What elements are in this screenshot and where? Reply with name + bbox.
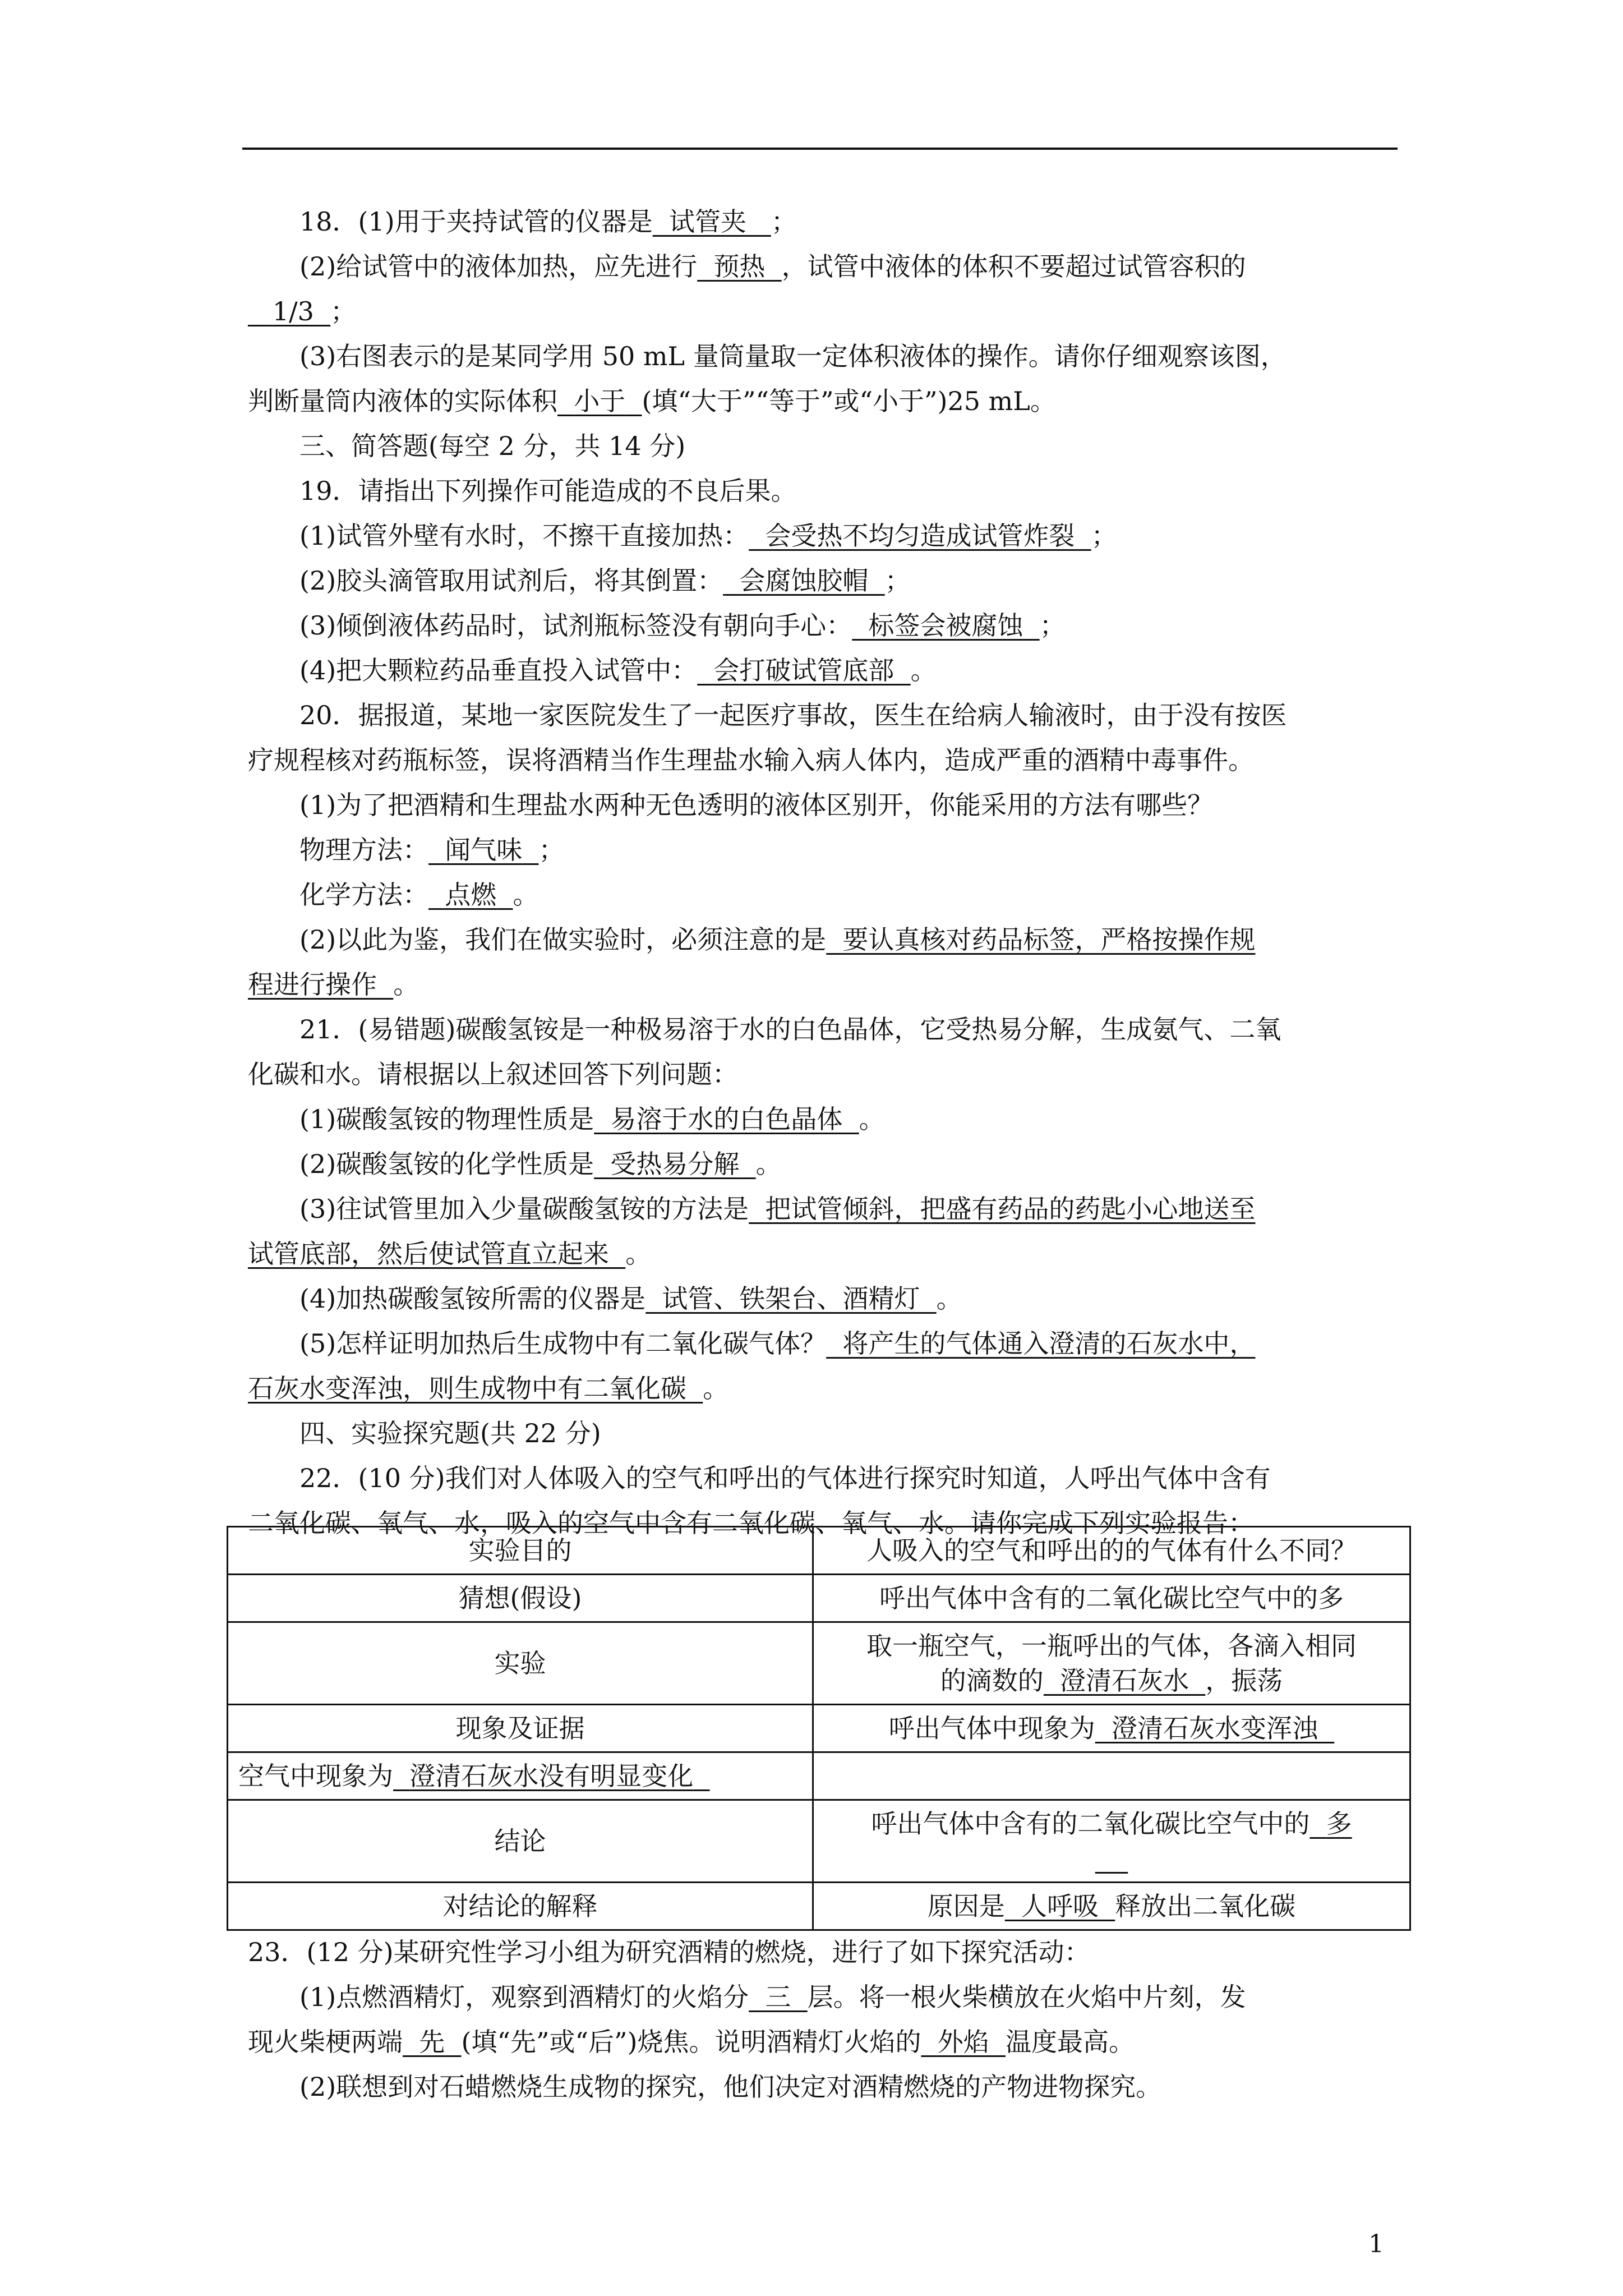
q23-line4: (2)联想到对石蜡燃烧生成物的探究，他们决定对酒精燃烧的产物进物探究。 <box>299 2072 1162 2102</box>
answer-blank: 点燃 <box>445 880 497 910</box>
q20-line1: 20．据报道，某地一家医院发生了一起医疗事故，医生在给病人输液时，由于没有按医 <box>299 700 1287 730</box>
table-row <box>228 1752 1410 1800</box>
table-cell: 空气中现象为 澄清石灰水没有明显变化 <box>228 1752 813 1800</box>
q19-item2: (2)胶头滴管取用试剂后，将其倒置： 会腐蚀胶帽 ； <box>299 565 911 596</box>
table-row <box>228 1622 1410 1705</box>
answer-blank: 小于 <box>574 386 626 416</box>
table-cell <box>813 1752 1410 1800</box>
q22-line1: 22．(10 分)我们对人体吸入的空气和呼出的气体进行探究时知道，人呼出气体中含有 <box>299 1463 1271 1493</box>
q18-line3: 1/3 ； <box>248 289 1396 334</box>
q20-line3: (1)为了把酒精和生理盐水两种无色透明的液体区别开，你能采用的方法有哪些？ <box>299 790 1214 820</box>
q21-item5-cont: 石灰水变浑浊，则生成物中有二氧化碳 。 <box>248 1373 729 1404</box>
q18-line2: (2)给试管中的液体加热，应先进行 预热 ，试管中液体的体积不要超过试管容积的 <box>299 251 1246 282</box>
answer-blank: 会打破试管底部 <box>713 655 895 685</box>
table-row <box>228 1883 1410 1930</box>
answer-blank: 易溶于水的白色晶体 <box>610 1104 843 1134</box>
q19-item3: (3)倾倒液体药品时，试剂瓶标签没有朝向手心： 标签会被腐蚀 ； <box>299 610 1066 641</box>
answer-blank: 标签会被腐蚀 <box>868 610 1023 641</box>
q21-line1: 21．(易错题)碳酸氢铵是一种极易溶于水的白色晶体，它受热易分解，生成氨气、二氧 <box>299 1014 1281 1045</box>
header-rule <box>242 148 1398 150</box>
answer-blank: 要认真核对药品标签，严格按操作规 <box>842 924 1256 955</box>
experiment-report-table <box>227 1526 1411 1931</box>
answer-blank: 预热 <box>713 251 766 282</box>
q18-line5: 判断量筒内液体的实际体积 小于 (填“大于”“等于”或“小于”)25 mL。 <box>248 386 1056 416</box>
answer-blank: 多 <box>1326 1809 1352 1839</box>
answer-blank: 试管、铁架台、酒精灯 <box>662 1283 920 1314</box>
question-body <box>248 199 1396 1545</box>
q21-item1: (1)碳酸氢铵的物理性质是 易溶于水的白色晶体 。 <box>299 1104 885 1134</box>
page-number: 1 <box>1368 2230 1384 2258</box>
q19-item4: (4)把大颗粒药品垂直投入试管中： 会打破试管底部 。 <box>299 655 937 685</box>
table-cell: 呼出气体中现象为 澄清石灰水变浑浊 <box>813 1705 1410 1752</box>
q21-item4: (4)加热碳酸氢铵所需的仪器是 试管、铁架台、酒精灯 。 <box>299 1283 962 1314</box>
answer-blank <box>1095 1843 1128 1874</box>
q18-line4: (3)右图表示的是某同学用 50 mL 量筒量取一定体积液体的操作。请你仔细观察该图， <box>299 341 1287 371</box>
q23-line2: (1)点燃酒精灯，观察到酒精灯的火焰分 三 层。将一根火柴横放在火焰中片刻，发 <box>299 1982 1246 2012</box>
question-23 <box>248 1930 1396 2109</box>
answer-blank: 人呼吸 <box>1021 1891 1099 1921</box>
answer-blank: 三 <box>765 1982 791 2012</box>
table-cell: 对结论的解释 <box>228 1883 813 1930</box>
q21-item3-cont: 试管底部，然后使试管直立起来 。 <box>248 1239 652 1269</box>
q23-line1: 23．(12 分)某研究性学习小组为研究酒精的燃烧，进行了如下探究活动： <box>248 1937 1090 1967</box>
q21-line2: 化碳和水。请根据以上叙述回答下列问题： <box>248 1059 738 1089</box>
q19-item1: (1)试管外壁有水时，不擦干直接加热： 会受热不均匀造成试管炸裂 ； <box>299 521 1117 551</box>
answer-blank: 外焰 <box>937 2027 989 2057</box>
q22-line2: 二氧化碳、氧气、水，吸入的空气中含有二氧化碳、氧气、水。请你完成下列实验报告： <box>248 1508 1254 1538</box>
answer-blank: 先 <box>419 2027 445 2057</box>
table-row <box>228 1705 1410 1752</box>
answer-blank: 闻气味 <box>445 835 523 865</box>
answer-blank: 试管夹 <box>668 206 746 237</box>
answer-blank: 1/3 <box>272 296 314 326</box>
table-cell: 呼出气体中含有的二氧化碳比空气中的 多 <box>813 1800 1410 1883</box>
q23-line3: 现火柴梗两端 先 (填“先”或“后”)烧焦。说明酒精灯火焰的 外焰 温度最高。 <box>248 2027 1135 2057</box>
table-row <box>228 1800 1410 1883</box>
q21-item3: (3)往试管里加入少量碳酸氢铵的方法是 把试管倾斜，把盛有药品的药匙小心地送至 <box>299 1194 1256 1224</box>
q20-line6: (2)以此为鉴，我们在做实验时，必须注意的是 要认真核对药品标签，严格按操作规 <box>299 924 1256 955</box>
answer-blank: 会腐蚀胶帽 <box>739 565 869 596</box>
q18-line1: 18．(1)用于夹持试管的仪器是 试管夹 ； <box>299 206 797 237</box>
table-cell: 现象及证据 <box>228 1705 813 1752</box>
table-row <box>228 1575 1410 1622</box>
table-cell: 结论 <box>228 1800 813 1883</box>
table-cell: 呼出气体中含有的二氧化碳比空气中的多 <box>813 1575 1410 1622</box>
table-row <box>228 1527 1410 1575</box>
q20-line2: 疗规程核对药瓶标签，误将酒精当作生理盐水输入病人体内，造成严重的酒精中毒事件。 <box>248 745 1254 775</box>
section-three-heading: 三、简答题(每空 2 分，共 14 分) <box>299 431 686 461</box>
q20-physical: 物理方法： 闻气味 ； <box>299 835 565 865</box>
table-cell: 猜想(假设) <box>228 1575 813 1622</box>
answer-blank: 程进行操作 <box>248 969 377 1000</box>
q20-line7: 程进行操作 。 <box>248 969 419 1000</box>
answer-blank: 试管底部，然后使试管直立起来 <box>248 1239 609 1269</box>
table-cell: 实验 <box>228 1622 813 1705</box>
q21-item2: (2)碳酸氢铵的化学性质是 受热易分解 。 <box>299 1149 782 1179</box>
q20-chemical: 化学方法： 点燃 。 <box>299 880 539 910</box>
q21-item5: (5)怎样证明加热后生成物中有二氧化碳气体？ 将产生的气体通入澄清的石灰水中， <box>299 1328 1256 1359</box>
answer-blank: 把试管倾斜，把盛有药品的药匙小心地送至 <box>765 1194 1256 1224</box>
answer-blank: 会受热不均匀造成试管炸裂 <box>765 521 1075 551</box>
q19-stem: 19．请指出下列操作可能造成的不良后果。 <box>299 476 797 506</box>
table-cell: 人吸入的空气和呼出的的气体有什么不同？ <box>813 1527 1410 1575</box>
answer-blank: 受热易分解 <box>610 1149 740 1179</box>
table-cell: 原因是 人呼吸 释放出二氧化碳 <box>813 1883 1410 1930</box>
section-four-heading: 四、实验探究题(共 22 分) <box>299 1418 601 1448</box>
table-cell: 取一瓶空气，一瓶呼出的气体，各滴入相同 的滴数的 澄清石灰水 ，振荡 <box>813 1622 1410 1705</box>
answer-blank: 将产生的气体通入澄清的石灰水中， <box>842 1328 1256 1359</box>
answer-blank: 澄清石灰水 <box>1060 1665 1189 1696</box>
answer-blank: 澄清石灰水没有明显变化 <box>409 1761 694 1791</box>
answer-blank: 石灰水变浑浊，则生成物中有二氧化碳 <box>248 1373 686 1404</box>
table-cell: 实验目的 <box>228 1527 813 1575</box>
answer-blank: 澄清石灰水变浑浊 <box>1112 1713 1318 1743</box>
